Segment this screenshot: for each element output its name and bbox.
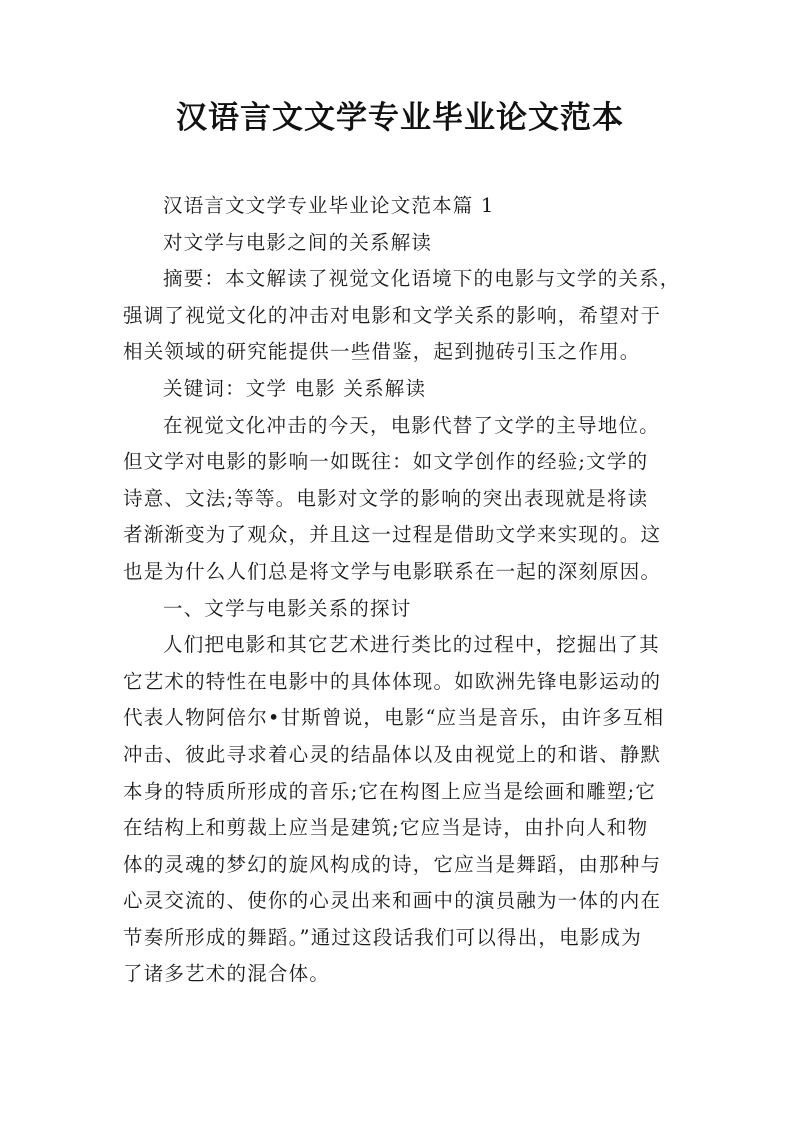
document-body <box>123 188 685 993</box>
text-line: 也是为什么人们总是将文学与电影联系在一起的深刻原因。 <box>123 559 662 583</box>
text-line: 对文学与电影之间的关系解读 <box>163 230 433 254</box>
text-line: 但文学对电影的影响一如既往：如文学创作的经验;文学的 <box>123 450 649 474</box>
text-line: 在视觉文化冲击的今天，电影代替了文学的主导地位。 <box>163 413 660 437</box>
text-line: 者渐渐变为了观众，并且这一过程是借助文学来实现的。这 <box>123 523 662 547</box>
text-line: 节奏所形成的舞蹈。”通过这段话我们可以得出，电影成为 <box>123 925 642 949</box>
text-line: 冲击、彼此寻求着心灵的结晶体以及由视觉上的和谐、静默 <box>123 742 662 766</box>
text-line: 代表人物阿倍尔•甘斯曾说，电影“应当是音乐，由许多互相 <box>123 706 665 730</box>
text-line: 心灵交流的、使你的心灵出来和画中的演员融为一体的内在 <box>123 889 662 913</box>
text-line: 摘要：本文解读了视觉文化语境下的电影与文学的关系， <box>163 267 681 291</box>
document-title: 汉语言文文学专业毕业论文范本 <box>176 100 624 136</box>
text-line: 汉语言文文学专业毕业论文范本篇 1 <box>163 194 495 217</box>
text-line: 体的灵魂的梦幻的旋风构成的诗，它应当是舞蹈，由那种与 <box>123 852 662 876</box>
text-line: 人们把电影和其它艺术进行类比的过程中，挖掘出了其 <box>163 633 660 657</box>
text-line: 相关领域的研究能提供一些借鉴，起到抛砖引玉之作用。 <box>123 340 641 364</box>
text-line: 了诸多艺术的混合体。 <box>123 962 331 986</box>
text-line: 关键词：文学 电影 关系解读 <box>163 376 427 400</box>
text-line: 强调了视觉文化的冲击对电影和文学关系的影响，希望对于 <box>123 303 662 327</box>
text-line: 在结构上和剪裁上应当是建筑;它应当是诗，由扑向人和物 <box>123 816 649 840</box>
text-line: 诗意、文法;等等。电影对文学的影响的突出表现就是将读 <box>123 486 649 510</box>
text-line: 一、文学与电影关系的探讨 <box>163 596 412 620</box>
text-line: 它艺术的特性在电影中的具体体现。如欧洲先锋电影运动的 <box>123 669 662 693</box>
text-line: 本身的特质所形成的音乐;它在构图上应当是绘画和雕塑;它 <box>123 779 657 803</box>
